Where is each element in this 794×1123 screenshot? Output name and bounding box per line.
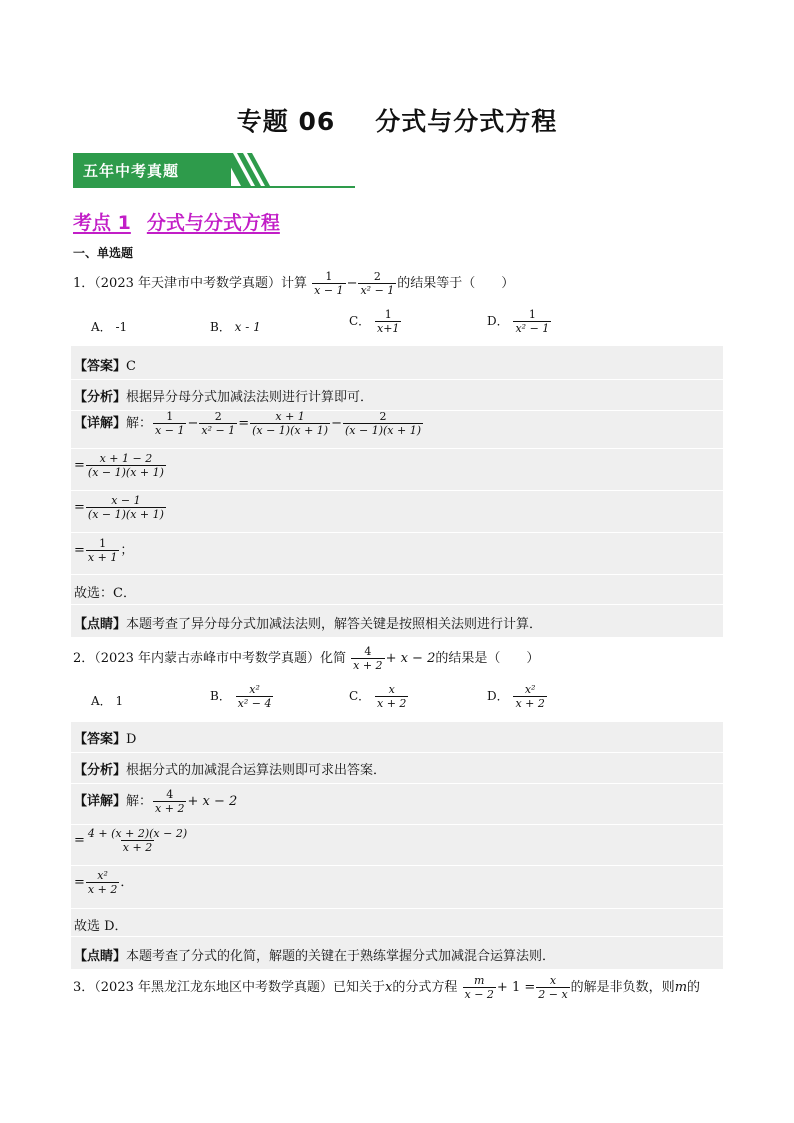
q2-solution-panel <box>71 722 723 969</box>
q3-prefix: 3．（2023 年黑龙江龙东地区中考数学真题）已知关于 <box>73 980 385 995</box>
q1-option-d: D． $\frac{1}{\text{x² − 1}}$ <box>487 308 550 335</box>
q1-frac-1: $\frac{1}{x - 1}$ <box>314 270 344 297</box>
q3-frac-1: $\frac{m}{x - 2}$ <box>464 974 494 1001</box>
q1-option-c: C． $\frac{1}{x+1}$ <box>349 308 400 335</box>
q2-option-d: D． $\frac{\text{x²}}{x + 2}$ <box>487 683 545 710</box>
q3-var: x <box>385 980 393 995</box>
topic-name: 分式与分式方程 <box>146 212 280 234</box>
q3-m: m <box>674 980 688 995</box>
q1-minus: − <box>346 276 358 291</box>
q1-option-b: B． x - 1 <box>210 320 261 334</box>
q1-answer: 【答案】C <box>74 359 136 374</box>
q1-detail-line-2: = $\frac{x + 1 - 2}{(x - 1)(x + 1)}$ <box>74 452 164 479</box>
section-banner <box>73 153 355 187</box>
banner-stripes-icon <box>223 153 283 187</box>
q3-frac-2: $\frac{x}{2 - x}$ <box>538 974 568 1001</box>
q2-frac: $\frac{4}{x + 2}$ <box>353 645 383 672</box>
q2-choose: 故选 D． <box>74 919 128 934</box>
question-3-stem <box>73 974 700 1001</box>
question-2-stem <box>73 645 539 672</box>
banner-underline <box>73 186 355 188</box>
q2-remark: 【点睛】本题考查了分式的化简，解题的关键在于熟练掌握分式加减混合运算法则． <box>74 949 556 964</box>
q1-solution-panel <box>71 346 723 637</box>
topic-number: 考点 1 <box>73 212 131 234</box>
q2-answer: 【答案】D <box>74 732 137 747</box>
q1-suffix: 的结果等于（ ） <box>397 276 515 291</box>
q2-detail-line-3: = $\frac{\text{x²}}{x + 2}$ ． <box>74 869 134 896</box>
q1-detail-line-4: = $\frac{1}{x + 1}$ ； <box>74 537 134 564</box>
section-heading: 一、单选题 <box>73 246 134 260</box>
q3-mid: 的分式方程 <box>392 980 458 995</box>
q3-plus1: + 1 = <box>496 980 536 995</box>
q1-prefix: 1．（2023 年天津市中考数学真题）计算 <box>73 276 307 291</box>
q2-prefix: 2．（2023 年内蒙古赤峰市中考数学真题）化简 <box>73 651 346 666</box>
q1-remark: 【点睛】本题考查了异分母分式加减法法则，解答关键是按照相关法则进行计算． <box>74 617 543 632</box>
topic-heading <box>73 208 280 235</box>
q2-detail-line-1: 【详解】解： $\frac{4}{x + 2}$ + x − 2 <box>74 788 238 815</box>
q1-option-a: A． -1 <box>91 320 128 334</box>
q2-option-a: A． 1 <box>91 694 124 708</box>
banner-text: 五年中考真题 <box>83 162 180 180</box>
q1-analysis: 【分析】根据异分母分式加减法法则进行计算即可． <box>74 390 374 405</box>
q2-tail: + x − 2 <box>385 651 436 666</box>
q1-detail-line-3: = $\frac{x - 1}{(x - 1)(x + 1)}$ <box>74 494 164 521</box>
q2-option-c: C． $\frac{x}{x + 2}$ <box>349 683 407 710</box>
question-1-stem <box>73 270 514 297</box>
q1-frac-2: $\frac{2}{\text{x² − 1}}$ <box>360 270 395 297</box>
page-title <box>0 102 794 138</box>
q2-option-b: B． $\frac{\text{x²}}{\text{x² − 4}}$ <box>210 683 272 710</box>
title-topic-number: 专题 06 <box>236 107 336 136</box>
title-topic-name: 分式与分式方程 <box>375 107 558 136</box>
q1-detail-line-1: 【详解】解： $\frac{1}{x - 1}$ − $\frac{2}{\text{x² − 1}}$ = $\frac{x + 1}{(x - 1)(x + 1)}$ − $\frac{2}{(x - 1)(x + 1)}$ <box>74 410 421 437</box>
q2-suffix: 的结果是（ ） <box>435 651 540 666</box>
q2-analysis: 【分析】根据分式的加减混合运算法则即可求出答案． <box>74 763 387 778</box>
q3-end: 的 <box>687 980 701 995</box>
q3-suffix: 的解是非负数，则 <box>570 980 675 995</box>
q1-choose: 故选：C． <box>74 586 136 601</box>
q2-detail-line-2: = $\frac{4 + (x + 2)(x - 2)}{x + 2}$ <box>74 827 188 854</box>
